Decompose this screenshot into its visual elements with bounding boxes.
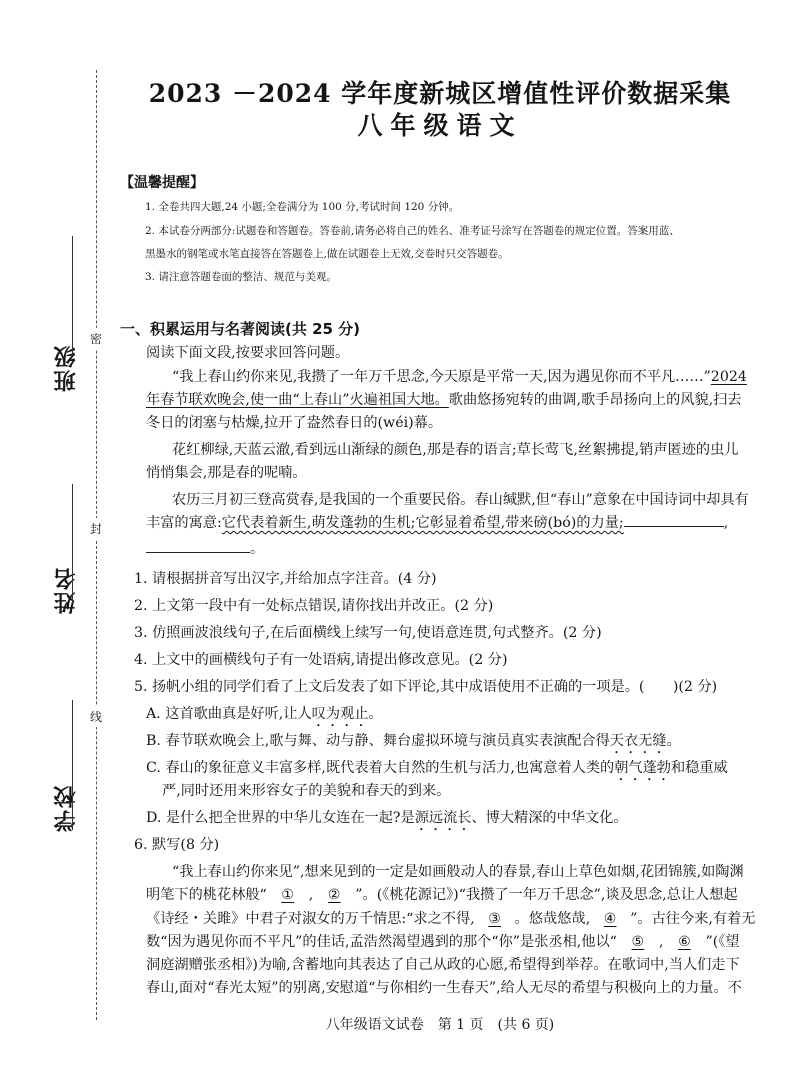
answer-blank-5[interactable]: ⑤ (631, 934, 645, 950)
notice-item-2b: 黑墨水的钢笔或水笔直接答在答题卷上,做在试题卷上无效,交卷时只交答题卷。 (145, 248, 509, 260)
class-write-line[interactable] (72, 236, 73, 356)
answer-blank-1[interactable]: ① (281, 887, 295, 903)
name-write-line[interactable] (72, 484, 73, 604)
binding-dashed-line (96, 70, 97, 1020)
option-a[interactable] (146, 703, 383, 730)
notice-item-2a: 2. 本试卷分两部分:试题卷和答题卷。答卷前,请务必将自己的姓名、准考证号涂写在答题卷的规定位置。答案用蓝、 (145, 225, 680, 237)
q6-line2 (146, 884, 738, 906)
q6-text: 数“因为遇见你而不平凡”的佳话,孟浩然渴望遇到的那个“你”是张丞相,他以“ (146, 934, 617, 950)
option-b[interactable] (146, 730, 681, 757)
question-4: 4. 上文中的画横线句子有一处语病,请提出修改意见。(2 分) (134, 652, 508, 668)
q6-text: ”(《望 (705, 934, 740, 950)
option-text: 。 (368, 706, 383, 722)
question-1: 1. 请根据拼音写出汉字,并给加点字注音。(4 分) (134, 571, 437, 587)
notice-item-1: 1. 全卷共四大题,24 小题;全卷满分为 100 分,考试时间 120 分钟。 (145, 201, 460, 213)
q6-text: ”。(《桃花源记》)“我攒了一年万千思念”,谈及思念,总让人想起 (355, 887, 738, 903)
passage-p3-line1: 农历三月初三登高赏春,是我国的一个重要民俗。春山缄默,但“春山”意象在中国诗词中却具有 (172, 492, 749, 508)
section-1-intro: 阅读下面文段,按要求回答问题。 (146, 345, 350, 361)
section-1-heading: 一、积累运用与名著阅读(共 25 分) (120, 320, 361, 338)
passage-text: “我上春山约你来见,我攒了一年万千思念,今天原是平常一天,因为遇见你而不平凡……” (172, 369, 711, 385)
seal-mark-1: 密 (86, 328, 106, 349)
passage-underlined: 2024 (710, 369, 747, 385)
option-text: 和稳重威 (670, 760, 728, 776)
q6-line6: 春山,面对“春光太短”的别离,安慰道“与你相约一生春天”,给人无尽的希望与积极向上的力量。不 (146, 980, 742, 996)
option-text: A. 这首歌曲真是好听,让人 (146, 706, 312, 722)
name-label: 姓名 (53, 566, 79, 614)
passage-p1-line3: 冬日的闭塞与枯燥,拉开了盎然春日的(wéi)幕。 (146, 415, 443, 431)
option-text: D. 是什么把全世界的中华儿女连在一起?是 (146, 810, 415, 826)
passage-text: 丰富的寓意: (146, 515, 222, 531)
passage-p3-line2 (146, 512, 728, 534)
school-write-line[interactable] (72, 700, 73, 830)
passage-p1-line1 (172, 366, 747, 388)
passage-text: 歌曲悠扬宛转的曲调,歌手昂扬向上的风貌,扫去 (448, 392, 742, 408)
option-c-line2: 严,同时还用来形容女子的美貌和春天的到来。 (162, 783, 451, 799)
page-footer: 八年级语文试卷 第 1 页 (共 6 页) (325, 1017, 555, 1033)
q6-text: 《诗经・关雎》中君子对淑女的万千情思:“求之不得, (146, 911, 475, 927)
q6-text: 明笔下的桃花林般“ (146, 887, 267, 903)
school-label: 学校 (53, 784, 79, 832)
answer-blank-3[interactable]: ③ (488, 911, 502, 927)
passage-p1-line2 (146, 389, 742, 411)
passage-p2-line1: 花红柳绿,天蓝云澈,看到远山渐绿的颜色,那是春的语言;草长莺飞,丝絮拂提,销声匿迹的虫儿 (172, 442, 739, 458)
question-5: 5. 扬帆小组的同学们看了上文后发表了如下评论,其中成语使用不正确的一项是。( )(2 分) (134, 679, 718, 695)
passage-p3-line3 (146, 538, 264, 560)
exam-title: 2023 －2024 学年度新城区增值性评价数据采集 (148, 79, 732, 108)
question-6: 6. 默写(8 分) (134, 837, 220, 853)
seal-line-mark: 线 (86, 706, 106, 727)
option-text: C. 春山的象征意义丰富多样,既代表着大自然的生机与活力,也寓意着人类的 (146, 760, 615, 776)
answer-blank-4[interactable]: ④ (603, 911, 617, 927)
answer-blank-continue[interactable] (624, 512, 724, 527)
q6-line4 (146, 931, 740, 953)
answer-blank-2[interactable]: ② (327, 887, 341, 903)
option-d[interactable] (146, 807, 628, 834)
q6-line3 (146, 908, 755, 930)
q6-line5: 洞庭湖赠张丞相》)为喻,含蓄地向其表达了自己从政的心愿,希望得到举荐。在歌词中,当人们走下 (146, 957, 740, 973)
q6-text: 。悠哉悠哉, (514, 911, 591, 927)
answer-blank-6[interactable]: ⑥ (678, 934, 691, 950)
option-idiom: 源远流长 (414, 810, 472, 826)
class-label: 班级 (53, 344, 79, 392)
option-text: 、博大精深的中华文化。 (471, 810, 628, 826)
question-3: 3. 仿照画波浪线句子,在后面横线上续写一句,使语意连贯,句式整齐。(2 分) (134, 625, 602, 641)
q6-line1: “我上春山约你来见”,想来见到的一定是如画般动人的春景,春山上草色如烟,花团锦簇,如陶渊 (172, 864, 744, 880)
option-idiom: 叹为观止 (311, 706, 369, 722)
q6-text: , (308, 887, 314, 903)
q6-text: , (658, 934, 664, 950)
option-text: B. 春节联欢晚会上,歌与舞、动与静、舞台虚拟环境与演员真实表演配合得 (146, 733, 610, 749)
passage-underlined-sentence: 年春节联欢晚会,使一曲“上春山”火遍祖国大地。 (146, 392, 449, 408)
passage-wavy-sentence: 它代表着新生,萌发蓬勃的生机;它彰显着希望,带来磅(bó)的力量; (221, 515, 624, 531)
exam-subtitle: 八年级语文 (357, 111, 523, 140)
binding-strip (0, 0, 110, 1078)
option-text: 。 (666, 733, 681, 749)
seal-mark-2: 封 (86, 518, 106, 539)
notice-heading: 【温馨提醒】 (120, 175, 204, 191)
passage-p2-line2: 悄悄集会,那是春的呢喃。 (146, 465, 307, 481)
passage-text: 。 (250, 541, 265, 557)
notice-item-3: 3. 请注意答题卷面的整洁、规范与美观。 (145, 271, 337, 283)
passage-text: , (723, 515, 729, 531)
answer-blank-continue-2[interactable] (146, 538, 250, 553)
q6-text: ”。古往今来,有着无 (630, 911, 756, 927)
question-2: 2. 上文第一段中有一处标点错误,请你找出并改正。(2 分) (134, 598, 494, 614)
option-idiom: 朝气蓬勃 (614, 760, 671, 776)
option-idiom: 天衣无缝 (609, 733, 667, 749)
